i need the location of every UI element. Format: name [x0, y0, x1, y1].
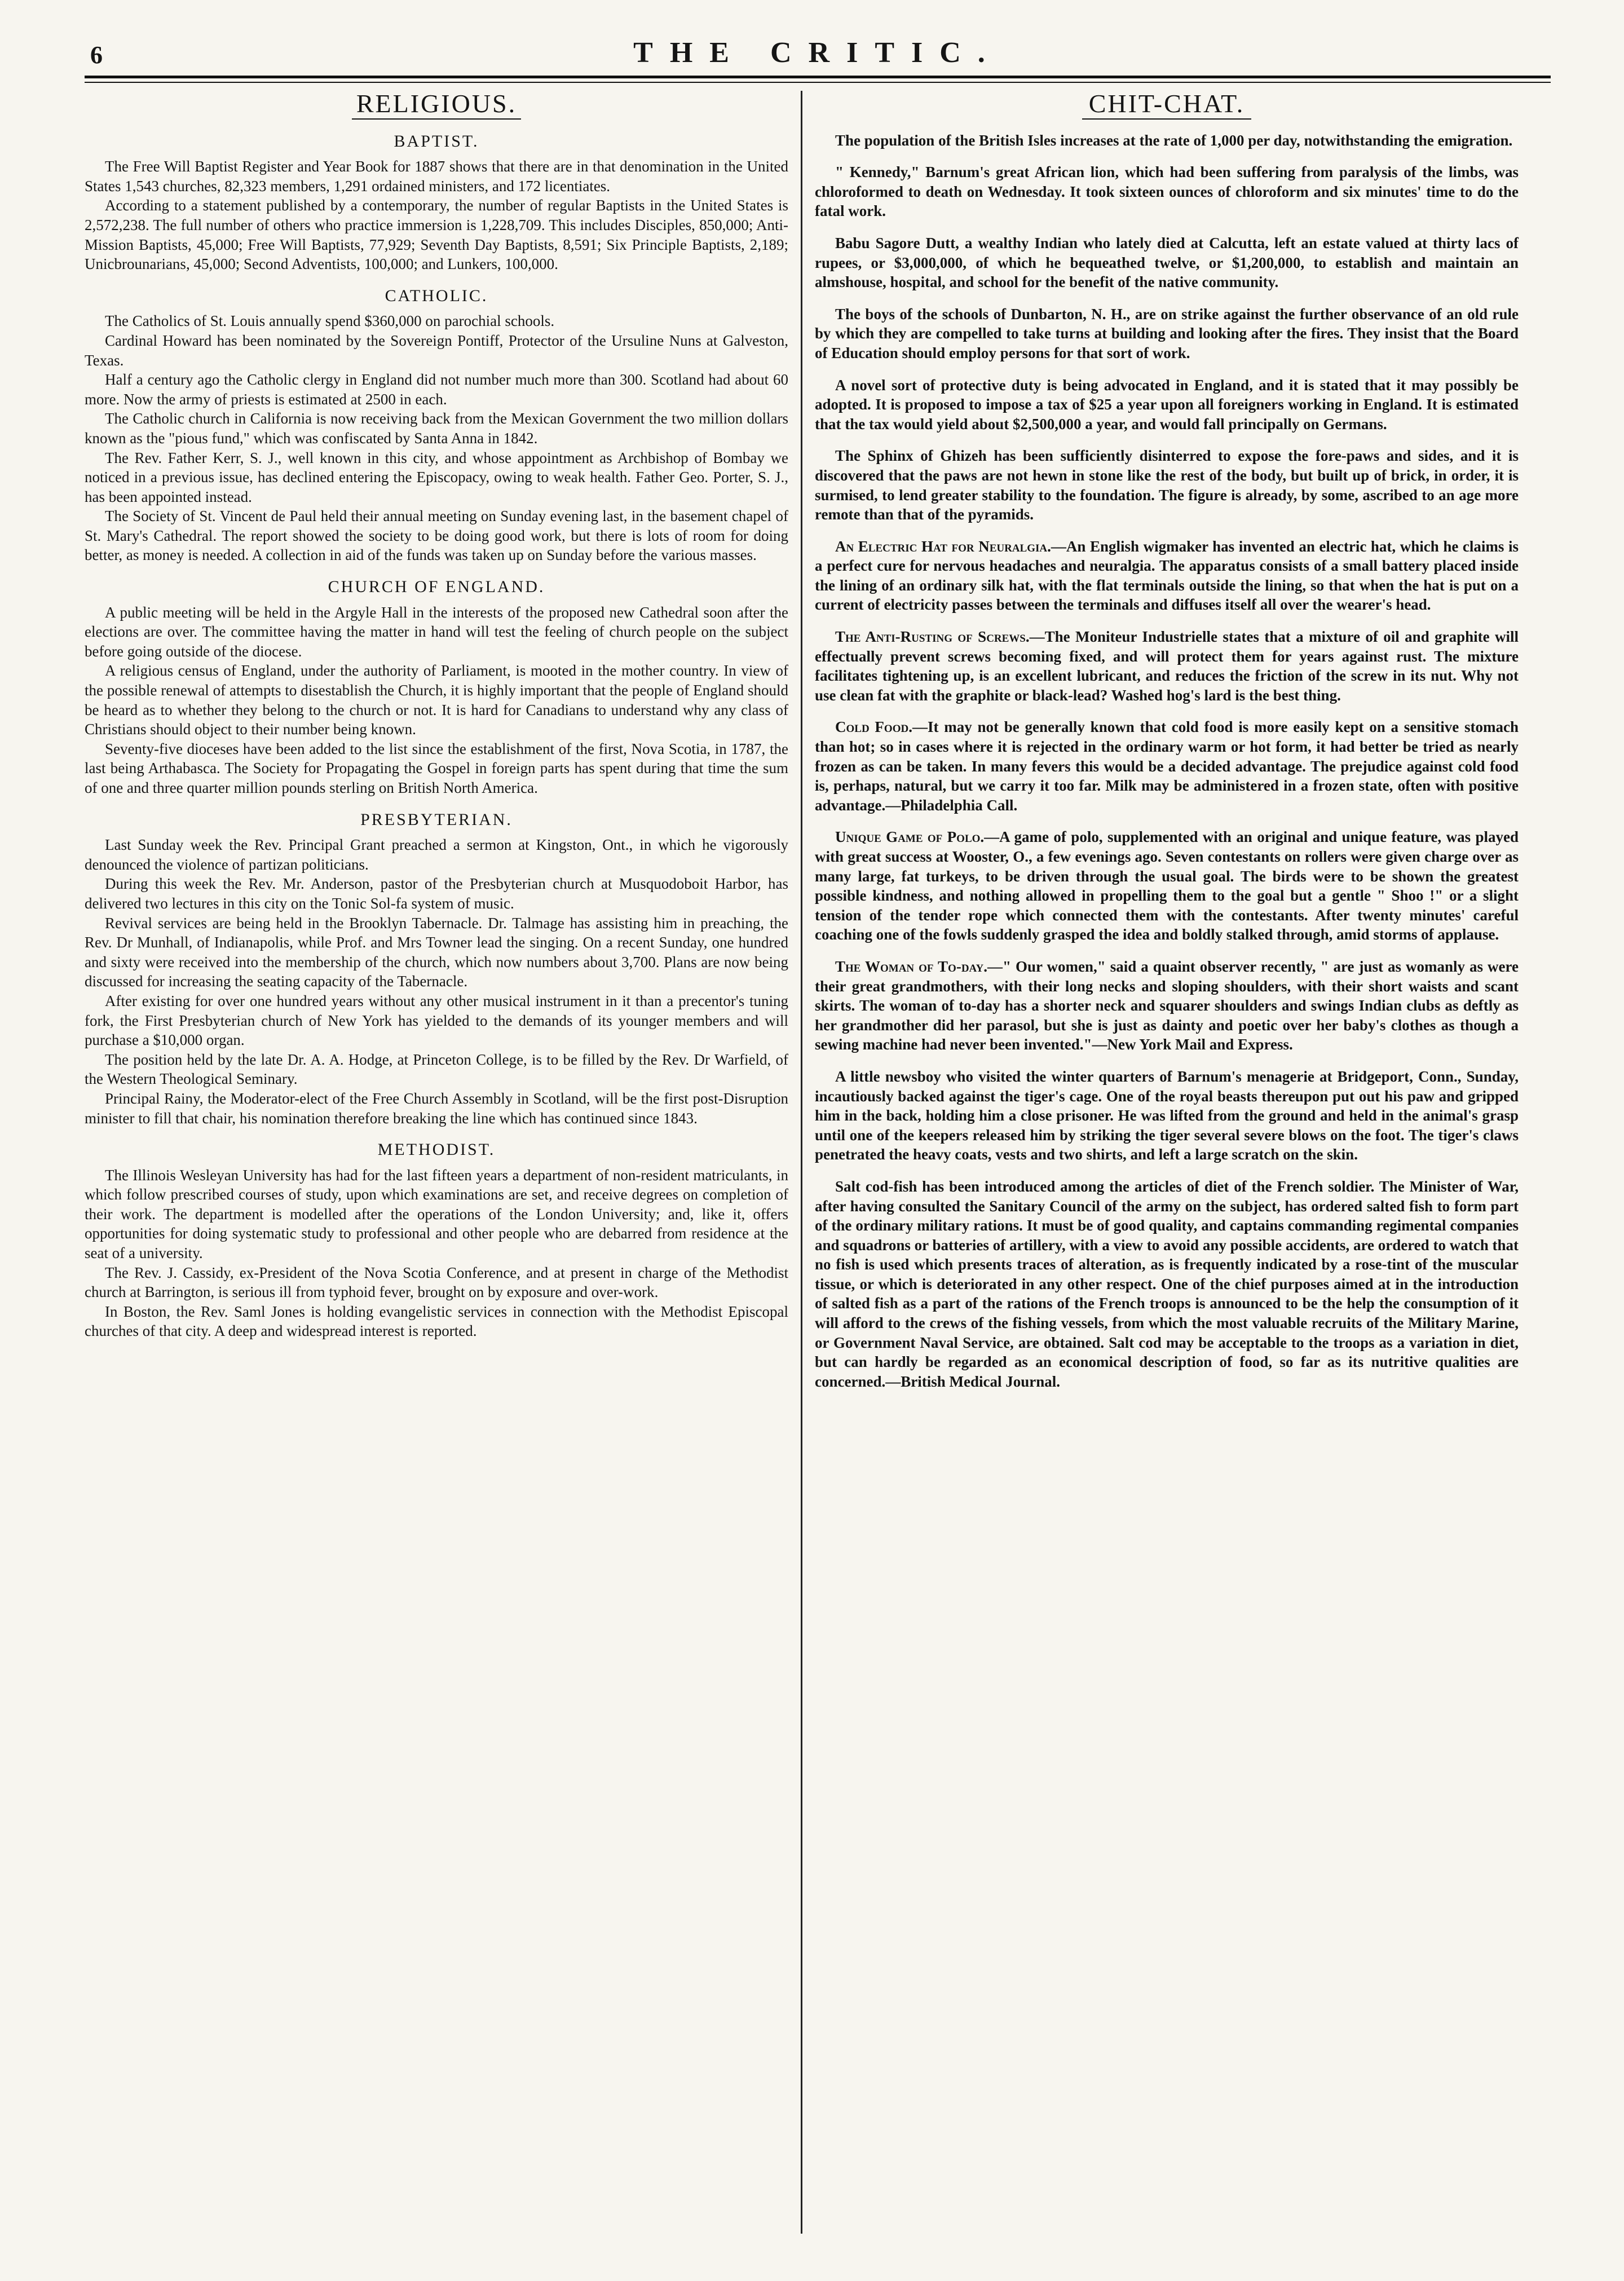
- column-heading-religious: RELIGIOUS.: [356, 89, 517, 118]
- item-text: The boys of the schools of Dunbarton, N. H., are on strike against the further observance of an old rule by which they are compelled to take turns at building and looking after the fires. They insist that the Board of Education should employ persons for that sort of work.: [815, 305, 1519, 361]
- article-paragraph: The Illinois Wesleyan University has had for the last fifteen years a department of non-resident matriculants, in which follow prescribed courses of study, upon which examinations are set, and receive degrees on completion of their work. The department is modelled after the operations of the London University; and, like it, offers opportunities for doing systematic study to professional and other people who are debarred from residence at the seat of a university.: [85, 1166, 788, 1262]
- article-paragraph: The Catholics of St. Louis annually spend $360,000 on parochial schools.: [105, 312, 555, 330]
- article-paragraph: A religious census of England, under the authority of Parliament, is mooted in the mother country. In view of the possible renewal of attempts to disestablish the Church, it is highly important that the people of England should be heard as to whether they belong to the church or not. It is hard for Canadians to understand why any class of Christians should object to their number being known.: [85, 662, 788, 738]
- chit-chat-item: [815, 162, 1519, 221]
- article-paragraph: According to a statement published by a contemporary, the number of regular Baptists in the United States is 2,572,238. The full number of others who practice immersion is 1,228,709. This includes Disciples, 850,000; Anti-Mission Baptists, 45,000; Free Will Baptists, 77,929; Seventh Day Baptists, 8,591; Six Principle Baptists, 2,189; Unicbrounarians, 45,000; Second Adventists, 100,000; and Lunkers, 100,000.: [85, 197, 788, 273]
- chit-chat-column: [802, 91, 1519, 2234]
- chit-chat-item: [815, 376, 1519, 434]
- article-paragraph: In Boston, the Rev. Saml Jones is holding evangelistic services in connection with the Methodist Episcopal churches of that city. A deep and widespread interest is reported.: [85, 1303, 788, 1340]
- item-lead: Cold Food.: [835, 718, 912, 736]
- chit-chat-item: [815, 446, 1519, 524]
- item-lead: Unique Game of Polo.: [835, 828, 985, 846]
- item-text: Salt cod-fish has been introduced among the articles of diet of the French soldier. The Minister of War, after having consulted the Sanitary Council of the army on the subject, has ordered salted fish to form part of the ordinary military rations. It must be of good quality, and captains commanding regimental companies and squadrons or batteries of artillery, with a view to avoid any possible accidents, are ordered to watch that no fish is used which presents traces of alteration, as is frequently indicated by a rose-tint of the muscular tissue, or which is deteriorated in any other respect. One of the chief purposes aimed at in the introduction of salted fish as a part of the rations of the French troops is announced to be the help the consumption of it will afford to the crews of the fishing vessels, from which the most valuable recruits of the Military Marine, or Government Naval Service, are obtained. Salt cod may be acceptable to the troops as a variation in diet, but can hardly be regarded as an economical description of food, so far as its nutritive qualities are concerned.—British Medical Journal.: [815, 1177, 1519, 1390]
- masthead: [85, 34, 1551, 73]
- item-text: A novel sort of protective duty is being advocated in England, and it is stated that it may possibly be adopted. It is proposed to impose a tax of $25 a year upon all foreigners working in England. It is estimated that the tax would yield about $2,500,000 a year, and would fall principally on Germans.: [815, 376, 1519, 433]
- chit-chat-item: [815, 305, 1519, 363]
- chit-chat-item: [815, 1177, 1519, 1392]
- religious-sections: [85, 132, 788, 1341]
- section-title: BAPTIST.: [394, 131, 479, 151]
- article-paragraph: The Society of St. Vincent de Paul held their annual meeting on Sunday evening last, in the basement chapel of St. Mary's Cathedral. The report showed the society to be doing good work, but there is lots of room for doing better, as money is needed. A collection in aid of the funds was taken up on Sunday before the various masses.: [85, 508, 788, 564]
- chit-chat-item: [815, 537, 1519, 615]
- section-title: CATHOLIC.: [385, 286, 488, 305]
- item-lead: The Woman of To-day.: [835, 958, 987, 975]
- chit-chat-item: [815, 957, 1519, 1055]
- chit-chat-item: [815, 717, 1519, 815]
- item-text: The Sphinx of Ghizeh has been sufficiently disinterred to expose the fore-paws and sides, and it is discovered that the paws are not hewn in stone like the rest of the body, but built up of brick, in order, it is surmised, to lend greater stability to the foundation. The figure is already, by some, ascribed to an age more remote than that of the pyramids.: [815, 447, 1519, 523]
- column-heading-chit-chat: CHIT-CHAT.: [1088, 89, 1245, 118]
- religious-column: [85, 91, 801, 2234]
- article-paragraph: Last Sunday week the Rev. Principal Grant preached a sermon at Kingston, Ont., in which he vigorously denounced the violence of partizan politicians.: [85, 836, 788, 873]
- chit-chat-item: [815, 627, 1519, 705]
- item-text: " Kennedy," Barnum's great African lion, which had been suffering from paralysis of the limbs, was chloroformed to death on Wednesday. It took sixteen ounces of chloroform and six minutes' time to do the fatal work.: [815, 164, 1519, 220]
- article-paragraph: After existing for over one hundred years without any other musical instrument in it than a precentor's tuning fork, the First Presbyterian church of New York has yielded to the demands of its younger members and will purchase a $10,000 organ.: [85, 992, 788, 1049]
- item-lead: The Anti-Rusting of Screws.: [835, 628, 1030, 646]
- article-paragraph: The Rev. J. Cassidy, ex-President of the Nova Scotia Conference, and at present in charge of the Methodist church at Barrington, is serious ill from typhoid fever, brought on by exposure and over-work.: [85, 1264, 788, 1301]
- page-number: 6: [90, 41, 103, 69]
- section-title: PRESBYTERIAN.: [360, 810, 513, 829]
- chit-chat-item: [815, 131, 1519, 151]
- masthead-rule: [85, 76, 1551, 78]
- article-paragraph: Revival services are being held in the Brooklyn Tabernacle. Dr. Talmage has assisting him in preaching, the Rev. Dr Munhall, of Indianapolis, while Prof. and Mrs Towner lead the singing. On a recent Sunday, one hundred and sixty were received into the membership of the church, which now numbers about 3,700. Plans are now being discussed for increasing the seating capacity of the Tabernacle.: [85, 914, 788, 990]
- chit-chat-items: [815, 131, 1519, 1392]
- newspaper-page: [85, 34, 1551, 2267]
- chit-chat-item: [815, 233, 1519, 292]
- item-text: —The Moniteur Industrielle states that a mixture of oil and graphite will effectually prevent screws becoming fixed, and will protect them for years against rust. The mixture facilitates tightening up, is an excellent lubricant, and reduces the friction of the screw in its nut. Why not use clean fat with the graphite or black-lead? Washed hog's lard is the best thing.: [815, 628, 1519, 704]
- article-paragraph: During this week the Rev. Mr. Anderson, pastor of the Presbyterian church at Musquodoboit Harbor, has delivered two lectures in this city on the Tonic Sol-fa system of music.: [85, 875, 788, 912]
- article-paragraph: The Rev. Father Kerr, S. J., well known in this city, and whose appointment as Archbishop of Bombay we noticed in a previous issue, has declined entering the Episcopacy, owing to weak health. Father Geo. Porter, S. J., has been appointed instead.: [85, 449, 788, 505]
- masthead-rule-thin: [85, 82, 1551, 83]
- item-text: The population of the British Isles increases at the rate of 1,000 per day, notwithstanding the emigration.: [835, 131, 1513, 149]
- item-text: —An English wigmaker has invented an electric hat, which he claims is a perfect cure for nervous headaches and neuralgia. The apparatus consists of a small battery placed inside the lining of an ordinary silk hat, with the flat terminals outside the lining, so that when the hat is put on a current of electricity passes between the terminals and diffuses itself all over the wearer's head.: [815, 537, 1519, 614]
- article-paragraph: Cardinal Howard has been nominated by the Sovereign Pontiff, Protector of the Ursuline Nuns at Galveston, Texas.: [85, 332, 788, 369]
- item-text: —" Our women," said a quaint observer recently, " are just as womanly as were their great grandmothers, with their long necks and sloping shoulders, with their short waists and scant skirts. The woman of to-day has a shorter neck and squarer shoulders and swings Indian clubs as deftly as her grandmother did her parasol, but she is just as dainty and poetic over her baby's clothes as though a sewing machine had never been invented."—New York Mail and Express.: [815, 958, 1519, 1053]
- article-paragraph: Seventy-five dioceses have been added to the list since the establishment of the first, Nova Scotia, in 1787, the last being Arthabasca. The Society for Propagating the Gospel in foreign parts has spent during that time the sum of one and three quarter million pounds sterling on British North America.: [85, 740, 788, 796]
- article-paragraph: Half a century ago the Catholic clergy in England did not number much more than 300. Scotland had about 60 more. Now the army of priests is estimated at 2500 in each.: [85, 371, 788, 408]
- columns: [85, 91, 1551, 2234]
- chit-chat-item: [815, 827, 1519, 945]
- article-paragraph: The Catholic church in California is now receiving back from the Mexican Government the two million dollars known as the "pious fund," which was confiscated by Santa Anna in 1842.: [85, 410, 788, 447]
- column-heading-rule: [1082, 118, 1251, 120]
- article-paragraph: Principal Rainy, the Moderator-elect of the Free Church Assembly in Scotland, will be the first post-Disruption minister to fill that chair, his nomination therefore breaking the line which has continued since 1843.: [85, 1089, 788, 1127]
- chit-chat-item: [815, 1067, 1519, 1164]
- item-text: —A game of polo, supplemented with an original and unique feature, was played with great success at Wooster, O., a few evenings ago. Seven contestants on rollers were given charge over as many large, fat turkeys, to be driven through the usual goal. The birds were to be shown the greatest possible kindness, and nothing allowed in propelling them to the goal but a gentle " Shoo !" or a slight tension of the tender rope which connected them with the contestants. After twenty minutes' careful coaching one of the fowls suddenly grasped the idea and boldly stalked through, amid storms of applause.: [815, 828, 1519, 943]
- article-paragraph: The Free Will Baptist Register and Year Book for 1887 shows that there are in that denomination in the United States 1,543 churches, 82,323 members, 1,291 ordained ministers, and 172 licentiates.: [85, 158, 788, 195]
- section-title: CHURCH OF ENGLAND.: [328, 577, 545, 597]
- article-paragraph: The position held by the late Dr. A. A. Hodge, at Princeton College, is to be filled by the Rev. Dr Warfield, of the Western Theological Seminary.: [85, 1051, 788, 1088]
- item-text: Babu Sagore Dutt, a wealthy Indian who lately died at Calcutta, left an estate valued at thirty lacs of rupees, or $3,000,000, of which he bequeathed twelve, or $1,200,000, to establish and maintain an almshouse, hospital, and school for the benefit of the native community.: [815, 234, 1519, 291]
- section-title: METHODIST.: [377, 1140, 496, 1159]
- item-lead: An Electric Hat for Neuralgia.: [835, 537, 1051, 555]
- article-paragraph: A public meeting will be held in the Argyle Hall in the interests of the proposed new Cathedral soon after the elections are over. The committee having the matter in hand will test the feeling of church people on the subject before going outside of the diocese.: [85, 603, 788, 660]
- column-heading-rule: [352, 118, 521, 120]
- paper-title: THE CRITIC.: [633, 37, 1002, 69]
- item-text: —It may not be generally known that cold food is more easily kept on a sensitive stomach than hot; so in cases where it is rejected in the ordinary warm or hot form, it had better be tried as nearly frozen as can be taken. In many fevers this would be a decided advantage. The prejudice against cold food is, perhaps, natural, but we carry it too far. Milk may be administered in a frozen state, often with positive advantage.—Philadelphia Call.: [815, 718, 1519, 814]
- item-text: A little newsboy who visited the winter quarters of Barnum's menagerie at Bridgeport, Conn., Sunday, incautiously backed against the tiger's cage. One of the royal beasts thereupon put out his paw and gripped him in the back, holding him a close prisoner. He was lifted from the ground and held in the animal's grasp until one of the keepers released him by striking the tiger several severe blows on the foot. The tiger's claws penetrated the heavy coats, vests and two shirts, and left a large scratch on the skin.: [815, 1067, 1519, 1163]
